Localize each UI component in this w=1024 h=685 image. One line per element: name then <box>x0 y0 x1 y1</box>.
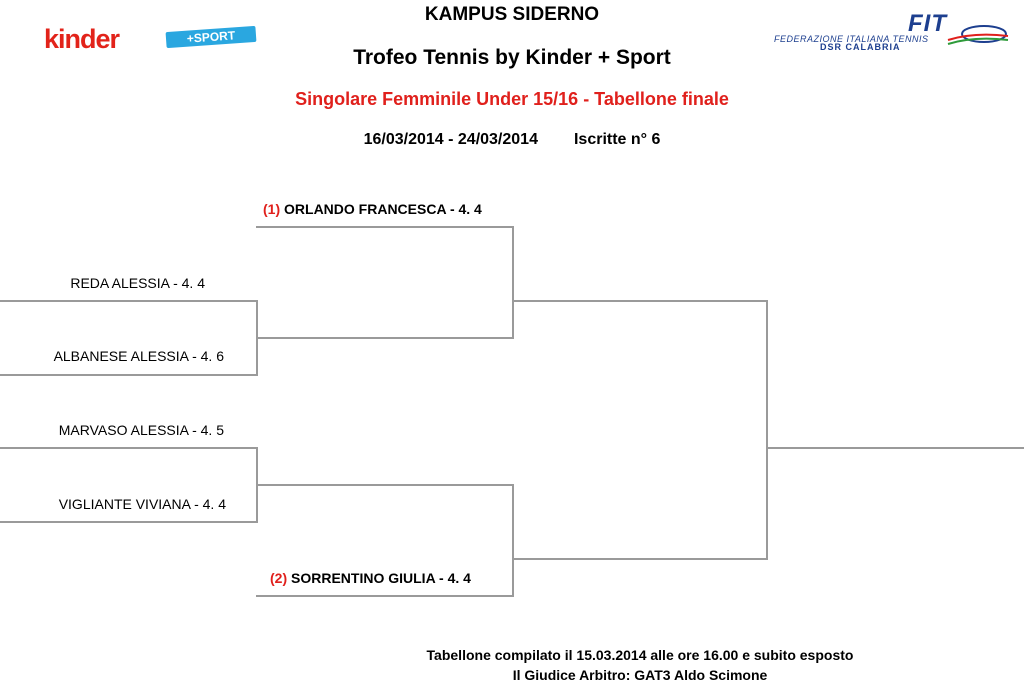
player-entry: ALBANESE ALESSIA - 4. 6 <box>53 348 224 364</box>
referee-note: Il Giudice Arbitro: GAT3 Aldo Scimone <box>512 667 768 683</box>
event-dates: 16/03/2014 - 24/03/2014 <box>363 131 538 148</box>
bracket-line <box>256 226 514 228</box>
bracket-line <box>512 558 768 560</box>
fit-logo-word: FIT <box>908 10 947 37</box>
bracket-line <box>766 300 768 560</box>
fit-logo-federation: FEDERAZIONE ITALIANA TENNIS <box>774 34 929 44</box>
seed-number: (2) <box>270 570 288 586</box>
bracket-line <box>0 447 258 449</box>
bracket-line <box>512 300 768 302</box>
bracket-line <box>512 484 514 597</box>
seeded-player-name: SORRENTINO GIULIA - 4. 4 <box>291 570 471 586</box>
player-entry: MARVASO ALESSIA - 4. 5 <box>58 422 224 438</box>
player-entry: VIGLIANTE VIVIANA - 4. 4 <box>58 496 226 512</box>
seeded-player-entry <box>270 570 471 586</box>
entries-count: Iscritte n° 6 <box>573 131 661 148</box>
seeded-player-name: ORLANDO FRANCESCA - 4. 4 <box>284 201 482 217</box>
seed-number: (1) <box>263 201 281 217</box>
sport-logo-badge: +SPORT <box>166 26 257 48</box>
venue-title: KAMPUS SIDERNO <box>424 4 600 25</box>
bracket-line <box>766 447 1024 449</box>
kinder-logo-word: kinder <box>44 24 120 54</box>
bracket-line <box>0 521 258 523</box>
event-title: Singolare Femminile Under 15/16 - Tabellone finale <box>295 89 729 109</box>
player-entry: REDA ALESSIA - 4. 4 <box>70 275 205 291</box>
bracket-line <box>0 300 258 302</box>
fit-logo-region: DSR CALABRIA <box>820 42 901 52</box>
compiled-note: Tabellone compilato il 15.03.2014 alle ore 16.00 e subito esposto <box>426 647 854 663</box>
bracket-line <box>0 374 258 376</box>
bracket-line <box>512 226 514 339</box>
bracket-line <box>256 484 514 486</box>
bracket-line <box>256 595 514 597</box>
event-meta <box>0 131 1024 149</box>
bracket-line <box>256 337 514 339</box>
seeded-player-entry <box>263 201 482 217</box>
trophy-title: Trofeo Tennis by Kinder + Sport <box>353 46 671 69</box>
